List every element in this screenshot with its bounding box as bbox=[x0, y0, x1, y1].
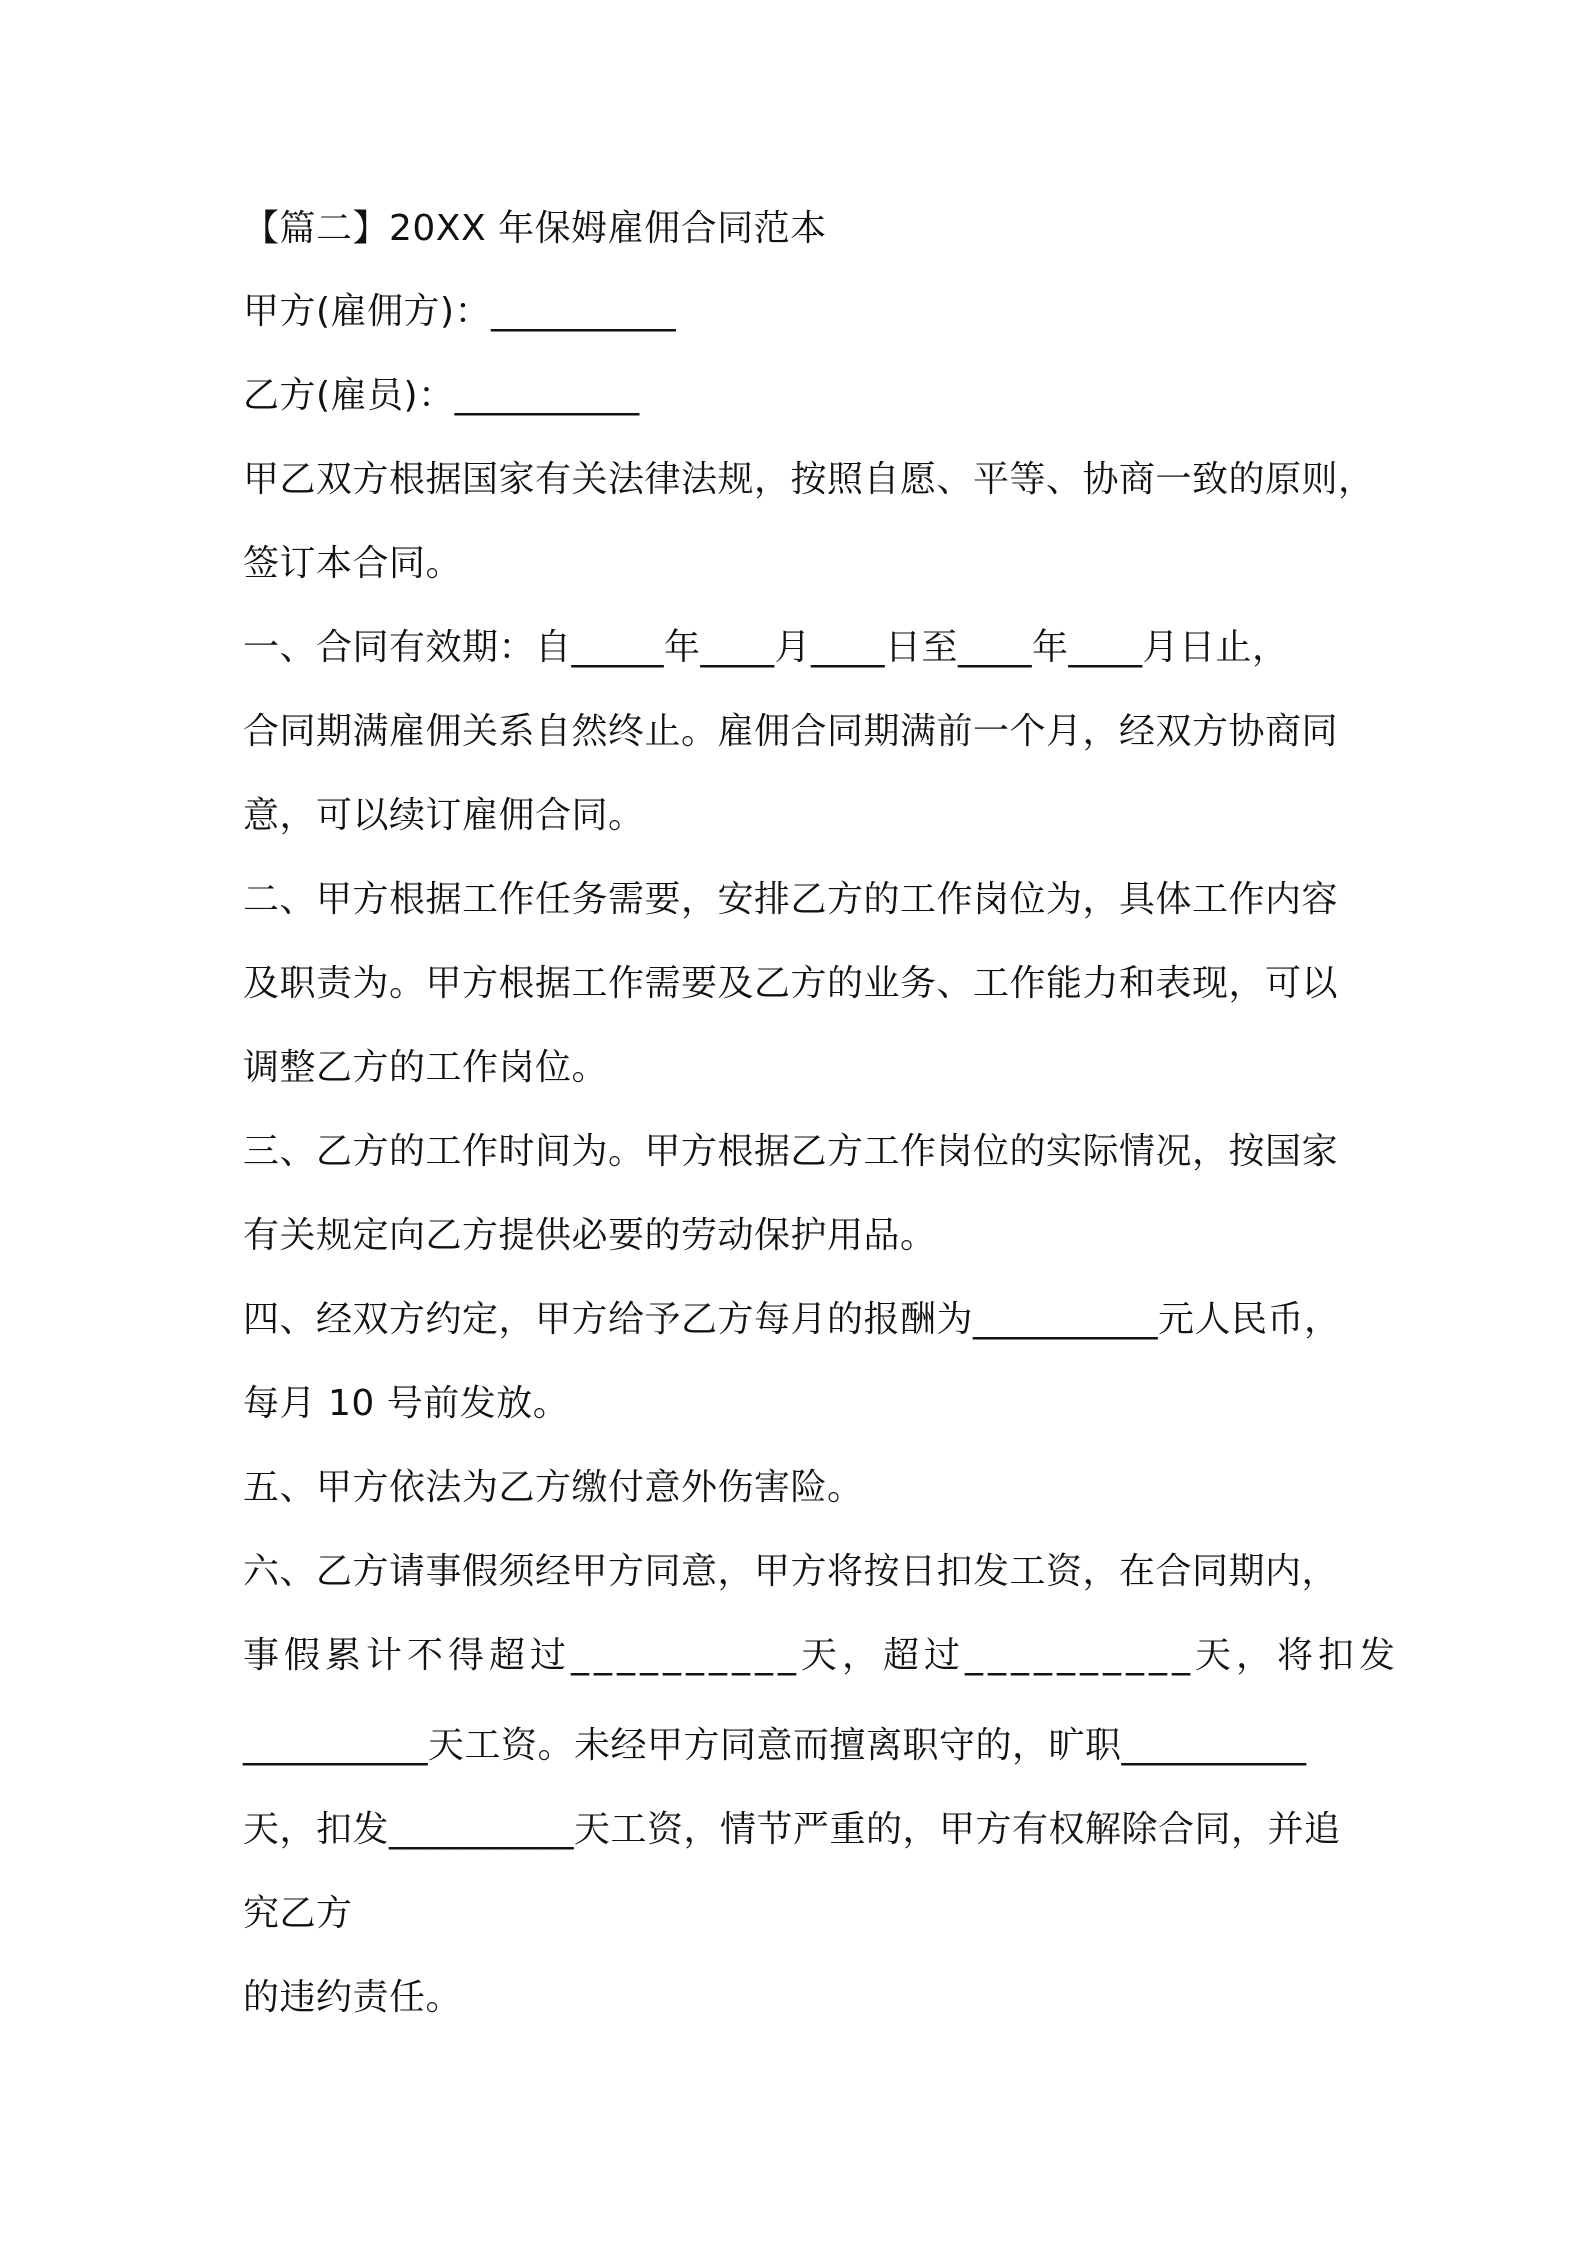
clause-2-line-3: 调整乙方的工作岗位。 bbox=[243, 1047, 609, 1088]
intro-line-2: 签订本合同。 bbox=[243, 543, 463, 584]
clause-6-line-2: 事假累计不得超过__________天，超过__________天，将扣发 bbox=[243, 1635, 1401, 1676]
clause-2-line-2: 及职责为。甲方根据工作需要及乙方的业务、工作能力和表现，可以 bbox=[243, 963, 1339, 1004]
clause-2-line-1: 二、甲方根据工作任务需要，安排乙方的工作岗位为，具体工作内容 bbox=[243, 879, 1339, 920]
clause-3-line-1: 三、乙方的工作时间为。甲方根据乙方工作岗位的实际情况，按国家 bbox=[243, 1131, 1339, 1172]
clause-6-line-5: 究乙方 bbox=[243, 1893, 353, 1934]
clause-1-line-1: 一、合同有效期：自_____年____月____日至____年____月日止， bbox=[243, 627, 1289, 668]
clause-4-line-1: 四、经双方约定，甲方给予乙方每月的报酬为__________元人民币， bbox=[243, 1299, 1341, 1340]
party-a-line: 甲方(雇佣方)：__________ bbox=[243, 291, 677, 332]
clause-6-line-4: 天，扣发__________天工资，情节严重的，甲方有权解除合同，并追 bbox=[243, 1809, 1341, 1850]
document-title: 【篇二】20XX 年保姆雇佣合同范本 bbox=[243, 208, 827, 249]
clause-4-line-2: 每月 10 号前发放。 bbox=[243, 1383, 570, 1424]
clause-1-line-3: 意，可以续订雇佣合同。 bbox=[243, 795, 645, 836]
clause-6-line-3: __________天工资。未经甲方同意而擅离职守的，旷职__________ bbox=[243, 1725, 1307, 1766]
party-b-line: 乙方(雇员)：__________ bbox=[243, 375, 640, 416]
clause-3-line-2: 有关规定向乙方提供必要的劳动保护用品。 bbox=[243, 1215, 937, 1256]
clause-6-line-1: 六、乙方请事假须经甲方同意，甲方将按日扣发工资，在合同期内， bbox=[243, 1551, 1339, 1592]
clause-6-line-6: 的违约责任。 bbox=[243, 1977, 463, 2018]
clause-1-line-2: 合同期满雇佣关系自然终止。雇佣合同期满前一个月，经双方协商同 bbox=[243, 711, 1339, 752]
clause-5-line-1: 五、甲方依法为乙方缴付意外伤害险。 bbox=[243, 1467, 864, 1508]
intro-line-1: 甲乙双方根据国家有关法律法规，按照自愿、平等、协商一致的原则， bbox=[243, 459, 1375, 500]
